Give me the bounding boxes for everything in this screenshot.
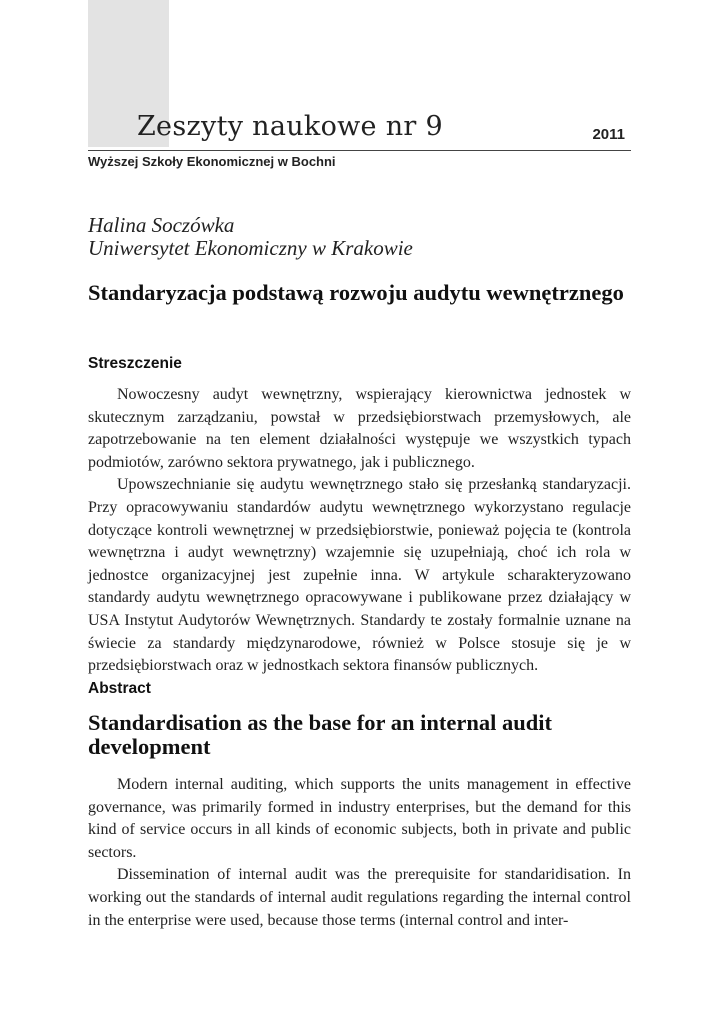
journal-year: 2011 <box>592 126 625 143</box>
abstract-paragraph: Modern internal auditing, which supports the units management in effective governance, was primarily formed in industry enterprises, but the demand for this kind of service occurs in all kinds of economic subjects, both in private and public sectors. <box>88 776 631 861</box>
summary-paragraph: Nowoczesny audyt wewnętrzny, wspierający kierownictwa jednostek w skutecznym zarządzaniu, powstał w przedsiębiorstwach przemysłowych, ale zapotrzebowanie na ten element działalności występuje we wszystkich typach podmiotów, zarówno sektora prywatnego, jak i publicznego. <box>88 386 631 471</box>
article-title-pl: Standaryzacja podstawą rozwoju audytu wewnętrznego <box>88 280 624 305</box>
author-name: Halina Soczówka <box>88 213 235 237</box>
abstract-body <box>88 774 631 932</box>
abstract-heading: Abstract <box>88 680 151 697</box>
school-name: Wyższej Szkoły Ekonomicznej w Bochni <box>88 154 336 169</box>
article-title-en: Standardisation as the base for an internal audit development <box>88 710 553 759</box>
author-affiliation: Uniwersytet Ekonomiczny w Krakowie <box>88 236 413 260</box>
header-rule <box>88 150 631 151</box>
abstract-paragraph: Dissemination of internal audit was the prerequisite for standaridisation. In working out the standards of internal audit regulations regarding the internal control in the enterprise were used, because those terms (internal control and inter- <box>88 866 631 929</box>
summary-paragraph: Upowszechnianie się audytu wewnętrznego stało się przesłanką standaryzacji. Przy opracowywaniu standardów audytu wewnętrznego wykorzystano regulacje dotyczące kontroli wewnętrznej w przedsiębiorstwie, ponieważ pojęcia te (kontrola wewnętrzna i audyt wewnętrzny) wzajemnie się uzupełniają, choć ich rola w jednostce organizacyjnej jest zupełnie inna. W artykule scharakteryzowano standardy audytu wewnętrznego opracowywane i publikowane przez działający w USA Instytut Audytorów Wewnętrznych. Standardy te zostały formalnie uznane na świecie za standardy międzynarodowe, również w Polsce stosuje się je w przedsiębiorstwach oraz w jednostkach sektora finansów publicznych. <box>88 476 631 675</box>
summary-body <box>88 384 631 678</box>
author-block <box>88 214 413 260</box>
summary-heading: Streszczenie <box>88 355 182 372</box>
journal-title: Zeszyty naukowe nr 9 <box>137 111 443 142</box>
